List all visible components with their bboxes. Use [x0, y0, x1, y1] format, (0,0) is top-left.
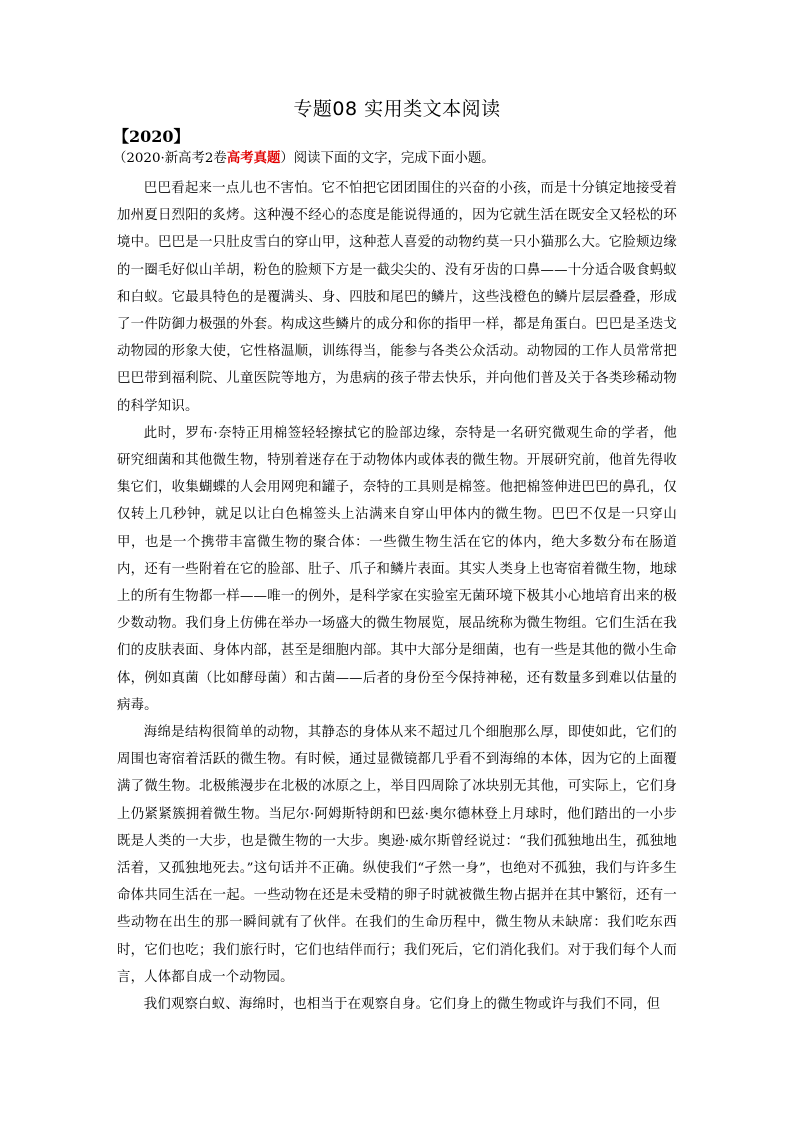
document-page	[113, 96, 677, 1018]
question-source-line	[113, 148, 677, 169]
source-suffix: ）阅读下面的文字，完成下面小题。	[280, 151, 495, 166]
source-highlight: 高考真题	[226, 150, 281, 166]
body-paragraph-1: 巴巴看起来一点儿也不害怕。它不怕把它团团围住的兴奋的小孩，而是十分镇定地接受着加州夏日烈阳的炙烤。这种漫不经心的态度是能说得通的，因为它就生活在既安全又轻松的环境中。巴巴是一只肚皮雪白的穿山甲，这种惹人喜爱的动物约莫一只小猫那么大。它脸颊边缘的一圈毛好似山羊胡，粉色的脸颊下方是一截尖尖的、没有牙齿的口鼻——十分适合吸食蚂蚁和白蚁。它最具特色的是覆满头、身、四肢和尾巴的鳞片，这些浅橙色的鳞片层层叠叠，形成了一件防御力极强的外套。构成这些鳞片的成分和你的指甲一样，都是角蛋白。巴巴是圣迭戈动物园的形象大使，它性格温顺，训练得当，能参与各类公众活动。动物园的工作人员常常把巴巴带到福利院、儿童医院等地方，为患病的孩子带去快乐，并向他们普及关于各类珍稀动物的科学知识。	[117, 181, 677, 414]
year-heading: 【2020】	[113, 127, 190, 146]
body-paragraph-4: 我们观察白蚁、海绵时，也相当于在观察自身。它们身上的微生物或许与我们不同，但	[143, 997, 661, 1013]
page-title: 专题08 实用类文本阅读	[293, 98, 501, 120]
source-prefix: （2020·新高考2卷	[113, 151, 227, 166]
body-paragraph-3: 海绵是结构很简单的动物，其静态的身体从来不超过几个细胞那么厚，即使如此，它们的周围也寄宿着活跃的微生物。有时候，通过显微镜都几乎看不到海绵的本体，因为它的上面覆满了微生物。北极熊漫步在北极的冰原之上，举目四周除了冰块别无其他，可实际上，它们身上仍紧紧簇拥着微生物。当尼尔·阿姆斯特朗和巴兹·奥尔德林登上月球时，他们踏出的一小步既是人类的一大步，也是微生物的一大步。奥逊·威尔斯曾经说过：“我们孤独地出生，孤独地活着，又孤独地死去。”这句话并不正确。纵使我们“孑然一身”，也绝对不孤独，我们与许多生命体共同生活在一起。一些动物在还是未受精的卵子时就被微生物占据并在其中繁衍，还有一些动物在出生的那一瞬间就有了伙伴。在我们的生命历程中，微生物从未缺席：我们吃东西时，它们也吃；我们旅行时，它们也结伴而行；我们死后，它们消化我们。对于我们每个人而言，人体都自成一个动物园。	[117, 725, 677, 985]
body-paragraph-2: 此时，罗布·奈特正用棉签轻轻擦拭它的脸部边缘，奈特是一名研究微观生命的学者，他研究细菌和其他微生物，特别着迷存在于动物体内或体表的微生物。开展研究前，他首先得收集它们，收集蝴蝶的人会用网兜和罐子，奈特的工具则是棉签。他把棉签伸进巴巴的鼻孔，仅仅转上几秒钟，就足以让白色棉签头上沾满来自穿山甲体内的微生物。巴巴不仅是一只穿山甲，也是一个携带丰富微生物的聚合体：一些微生物生活在它的体内，绝大多数分布在肠道内，还有一些附着在它的脸部、肚子、爪子和鳞片表面。其实人类身上也寄宿着微生物，地球上的所有生物都一样——唯一的例外，是科学家在实验室无菌环境下极其小心地培育出来的极少数动物。我们身上仿佛在举办一场盛大的微生物展览，展品统称为微生物组。它们生活在我们的皮肤表面、身体内部，甚至是细胞内部。其中大部分是细菌，也有一些是其他的微小生命体，例如真菌（比如酵母菌）和古菌——后者的身份至今保持神秘，还有数量多到难以估量的病毒。	[117, 425, 677, 713]
